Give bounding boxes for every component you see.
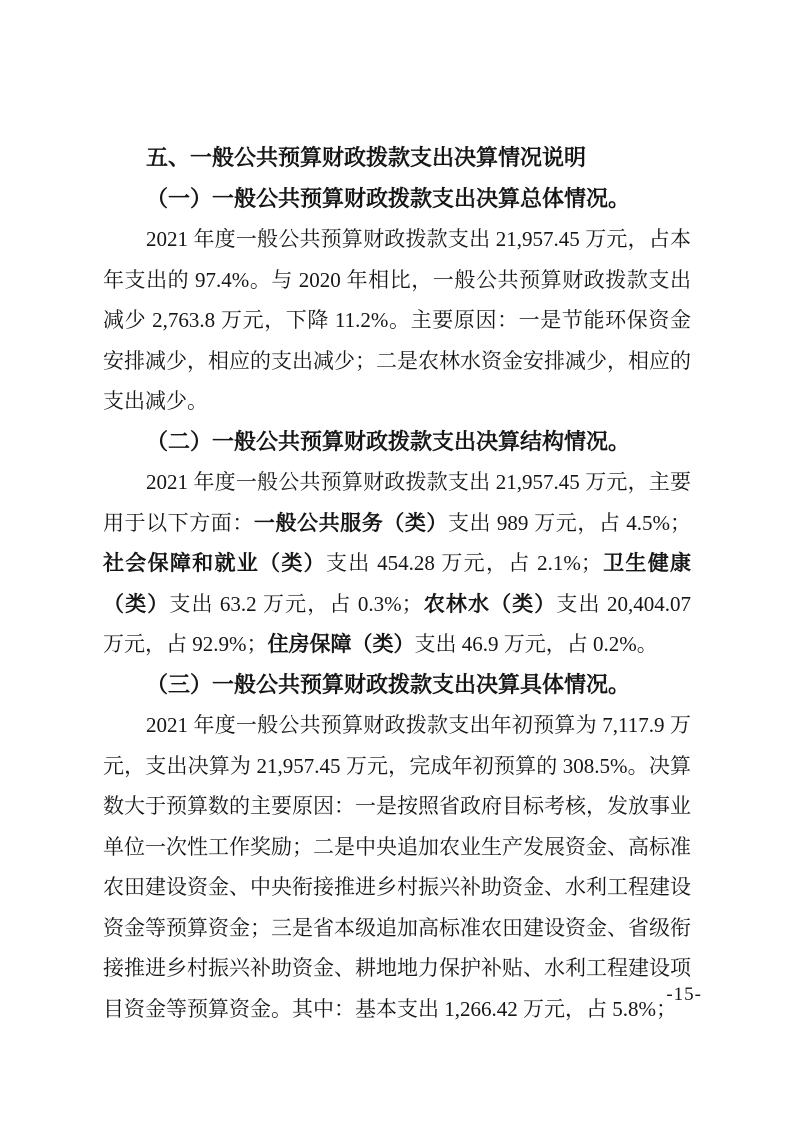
section-3-title: （三）一般公共预算财政拨款支出决算具体情况。: [146, 671, 631, 697]
main-heading: 五、一般公共预算财政拨款支出决算情况说明: [146, 145, 587, 170]
paragraph-text: 支出 20,404.07 万元，占 92.9%；: [103, 591, 691, 656]
expenditure-category-emphasis: 卫生健康（类）: [103, 551, 692, 616]
page-number: -15-: [666, 984, 702, 1005]
paragraph-text: 支出 454.28 万元，占 2.1%；: [325, 551, 602, 575]
document-content: [103, 138, 691, 1029]
section-2-paragraph: [103, 462, 691, 665]
paragraph-text: 2021 年度一般公共预算财政拨款支出 21,957.45 万元，占本年支出的 97.4%。与 2020 年相比，一般公共预算财政拨款支出减少 2,763.8 万元，下降 11.2%。主要原因：一是节能环保资金安排减少，相应的支出减少；二是农林水资金安排减少，相应的支出减少。: [103, 227, 691, 413]
section-1-title: （一）一般公共预算财政拨款支出决算总体情况。: [146, 185, 631, 211]
paragraph-text: 支出 46.9 万元，占 0.2%。: [414, 632, 658, 656]
expenditure-category-emphasis: 社会保障和就业（类）: [103, 551, 326, 575]
expenditure-category-emphasis: 住房保障（类）: [267, 632, 415, 656]
section-3-paragraph: [103, 705, 691, 1029]
section-2-title: （二）一般公共预算财政拨款支出决算结构情况。: [146, 428, 631, 454]
paragraph-text: 2021 年度一般公共预算财政拨款支出年初预算为 7,117.9 万元，支出决算为 21,957.45 万元，完成年初预算的 308.5%。决算数大于预算数的主要原因：一是按照省政府目标考核，发放事业单位一次性工作奖励；二是中央追加农业生产发展资金、高标准农田建设资金、中央衔接推进乡村振兴补助资金、水利工程建设资金等预算资金；三是省本级追加高标准农田建设资金、省级衔接推进乡村振兴补助资金、耕地地力保护补贴、水利工程建设项目资金等预算资金。其中：基本支出 1,266.42 万元，占 5.8%；: [103, 713, 691, 1021]
expenditure-category-emphasis: 农林水（类）: [422, 591, 557, 616]
paragraph-text: 支出 989 万元，占 4.5%；: [447, 510, 692, 535]
paragraph-text: 2021 年度一般公共预算财政拨款支出 21,957.45 万元，主要用于以下方面：: [103, 470, 691, 535]
paragraph-text: 支出 63.2 万元，占 0.3%；: [169, 591, 423, 616]
expenditure-category-emphasis: 一般公共服务（类）: [253, 510, 448, 535]
section-1-paragraph: [103, 219, 691, 422]
